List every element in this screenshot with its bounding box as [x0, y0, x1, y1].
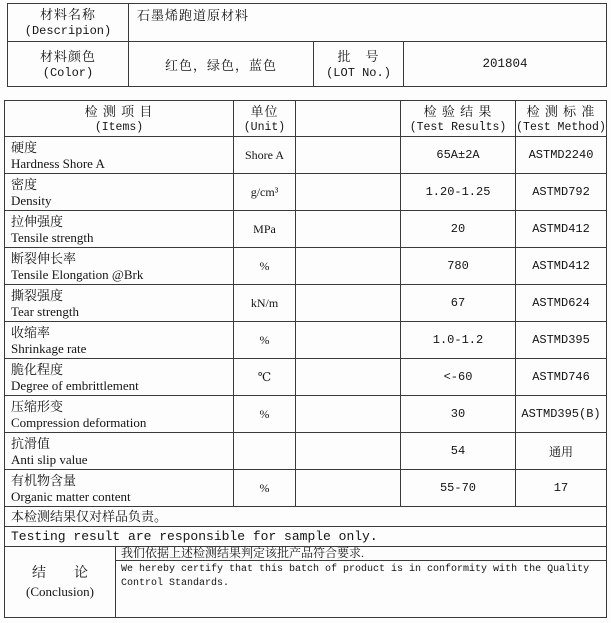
unit-cell: %: [234, 248, 296, 284]
table-row-organic-content: [5, 470, 606, 507]
item-cn: 有机物含量: [11, 473, 77, 488]
material-name-value: 石墨烯跑道原材料: [137, 8, 250, 23]
method-cell: ASTMD2240: [528, 148, 594, 162]
disclaimer-note-cn: 本检测结果仅对样品负责。: [5, 507, 606, 527]
method-cell: 通用: [548, 444, 573, 459]
item-en: Shrinkage rate: [11, 341, 87, 356]
item-en: Tensile strength: [11, 230, 94, 245]
item-cn: 硬度: [11, 140, 38, 155]
item-name-cell: [5, 174, 234, 210]
method-cell: ASTMD624: [532, 296, 590, 310]
material-color-row: [8, 41, 606, 86]
blank-cell: [296, 285, 401, 321]
item-en: Tensile Elongation @Brk: [11, 267, 144, 282]
conclusion-label-en: (Conclusion): [26, 583, 94, 599]
item-name-cell: [5, 285, 234, 321]
material-color-value: 红色，绿色，蓝色: [129, 42, 314, 86]
item-name-cell: [5, 248, 234, 284]
header-unit-cn: 单位: [250, 103, 279, 119]
method-cell: ASTMD412: [532, 259, 590, 273]
item-cn: 抗滑值: [11, 436, 51, 451]
item-en: Anti slip value: [11, 452, 88, 467]
lot-number-label-en: (LOT No.): [326, 65, 391, 80]
result-cell: 780: [401, 248, 516, 284]
table-row-compression: [5, 396, 606, 433]
method-cell: ASTMD792: [532, 185, 590, 199]
material-name-label-cell: [8, 4, 129, 41]
item-name-cell: [5, 322, 234, 358]
material-name-row: [8, 4, 606, 41]
blank-cell: [296, 359, 401, 395]
method-cell: ASTMD395(B): [521, 407, 601, 421]
header-method-cn: 检 测 标 准: [526, 103, 596, 119]
item-cn: 撕裂强度: [11, 288, 64, 303]
test-results-table: [4, 100, 607, 618]
unit-cell: ℃: [234, 359, 296, 395]
material-info-table: [7, 3, 607, 87]
item-en: Hardness Shore A: [11, 156, 105, 171]
blank-cell: [296, 137, 401, 173]
blank-cell: [296, 211, 401, 247]
unit-cell: [234, 433, 296, 469]
material-name-label-cn: 材料名称: [39, 7, 96, 22]
header-unit-cell: [234, 101, 296, 136]
unit-cell: %: [234, 396, 296, 432]
header-unit-en: (Unit): [243, 120, 286, 134]
table-row-tensile-strength: [5, 211, 606, 248]
header-results-en: (Test Results): [409, 120, 507, 134]
result-cell: <-60: [401, 359, 516, 395]
conclusion-row: [5, 547, 606, 617]
result-cell: 55-70: [401, 470, 516, 506]
method-cell: ASTMD412: [532, 222, 590, 236]
item-cn: 断裂伸长率: [11, 251, 77, 266]
result-cell: 67: [401, 285, 516, 321]
lot-number-label-cell: [314, 42, 404, 86]
item-name-cell: [5, 470, 234, 506]
item-cn: 收缩率: [11, 325, 51, 340]
blank-cell: [296, 248, 401, 284]
table-row-tear-strength: [5, 285, 606, 322]
header-method-cell: [516, 101, 606, 136]
conclusion-statement-cn: 我们依据上述检测结果判定该批产品符合要求.: [116, 547, 606, 561]
table-row-shrinkage: [5, 322, 606, 359]
item-name-cell: [5, 396, 234, 432]
blank-cell: [296, 322, 401, 358]
conclusion-body-cell: [116, 547, 606, 617]
blank-cell: [296, 470, 401, 506]
blank-cell: [296, 396, 401, 432]
header-blank-cell: [296, 101, 401, 136]
unit-cell: kN/m: [234, 285, 296, 321]
unit-cell: %: [234, 322, 296, 358]
result-cell: 54: [401, 433, 516, 469]
item-en: Compression deformation: [11, 415, 147, 430]
blank-cell: [296, 174, 401, 210]
item-cn: 密度: [11, 177, 38, 192]
blank-cell: [296, 433, 401, 469]
method-cell: ASTMD746: [532, 370, 590, 384]
result-cell: 30: [401, 396, 516, 432]
item-name-cell: [5, 359, 234, 395]
item-cn: 压缩形变: [11, 399, 64, 414]
material-name-label-en: (Descripion): [24, 24, 112, 38]
method-cell: 17: [553, 481, 569, 495]
table-row-hardness: [5, 137, 606, 174]
header-items-cn: 检 测 项 目: [84, 103, 154, 119]
item-name-cell: [5, 211, 234, 247]
method-cell: ASTMD395: [532, 333, 590, 347]
table-row-density: [5, 174, 606, 211]
conclusion-label-cn: 结 论: [32, 565, 88, 581]
table-header-row: [5, 101, 606, 137]
header-results-cn: 检 验 结 果: [423, 103, 493, 119]
header-items-cell: [5, 101, 234, 136]
conclusion-label-cell: [5, 547, 116, 617]
unit-cell: g/cm³: [234, 174, 296, 210]
unit-cell: %: [234, 470, 296, 506]
lot-number-value: 201804: [482, 57, 528, 71]
table-row-elongation: [5, 248, 606, 285]
conclusion-statement-en: We hereby certify that this batch of product is in conformity with the Quality Control Standards.: [121, 564, 590, 589]
material-color-label-cell: [8, 42, 129, 86]
material-color-label-en: (Color): [42, 65, 94, 80]
unit-cell: Shore A: [234, 137, 296, 173]
item-cn: 拉伸强度: [11, 214, 64, 229]
unit-cell: MPa: [234, 211, 296, 247]
header-results-cell: [401, 101, 516, 136]
header-items-en: (Items): [94, 120, 144, 134]
item-en: Degree of embrittlement: [11, 378, 139, 393]
lot-number-label-cn: 批 号: [337, 48, 380, 64]
item-name-cell: [5, 433, 234, 469]
table-row-anti-slip: [5, 433, 606, 470]
disclaimer-note-en: Testing result are responsible for sample only.: [5, 527, 606, 547]
item-en: Tear strength: [11, 304, 80, 319]
result-cell: 65A±2A: [401, 137, 516, 173]
header-method-en: (Test Method): [516, 120, 606, 134]
material-color-label-cn: 材料颜色: [39, 48, 96, 64]
result-cell: 1.0-1.2: [401, 322, 516, 358]
result-cell: 1.20-1.25: [401, 174, 516, 210]
table-row-embrittlement: [5, 359, 606, 396]
result-cell: 20: [401, 211, 516, 247]
item-en: Organic matter content: [11, 489, 131, 504]
item-en: Density: [11, 193, 52, 208]
item-cn: 脆化程度: [11, 362, 64, 377]
item-name-cell: [5, 137, 234, 173]
